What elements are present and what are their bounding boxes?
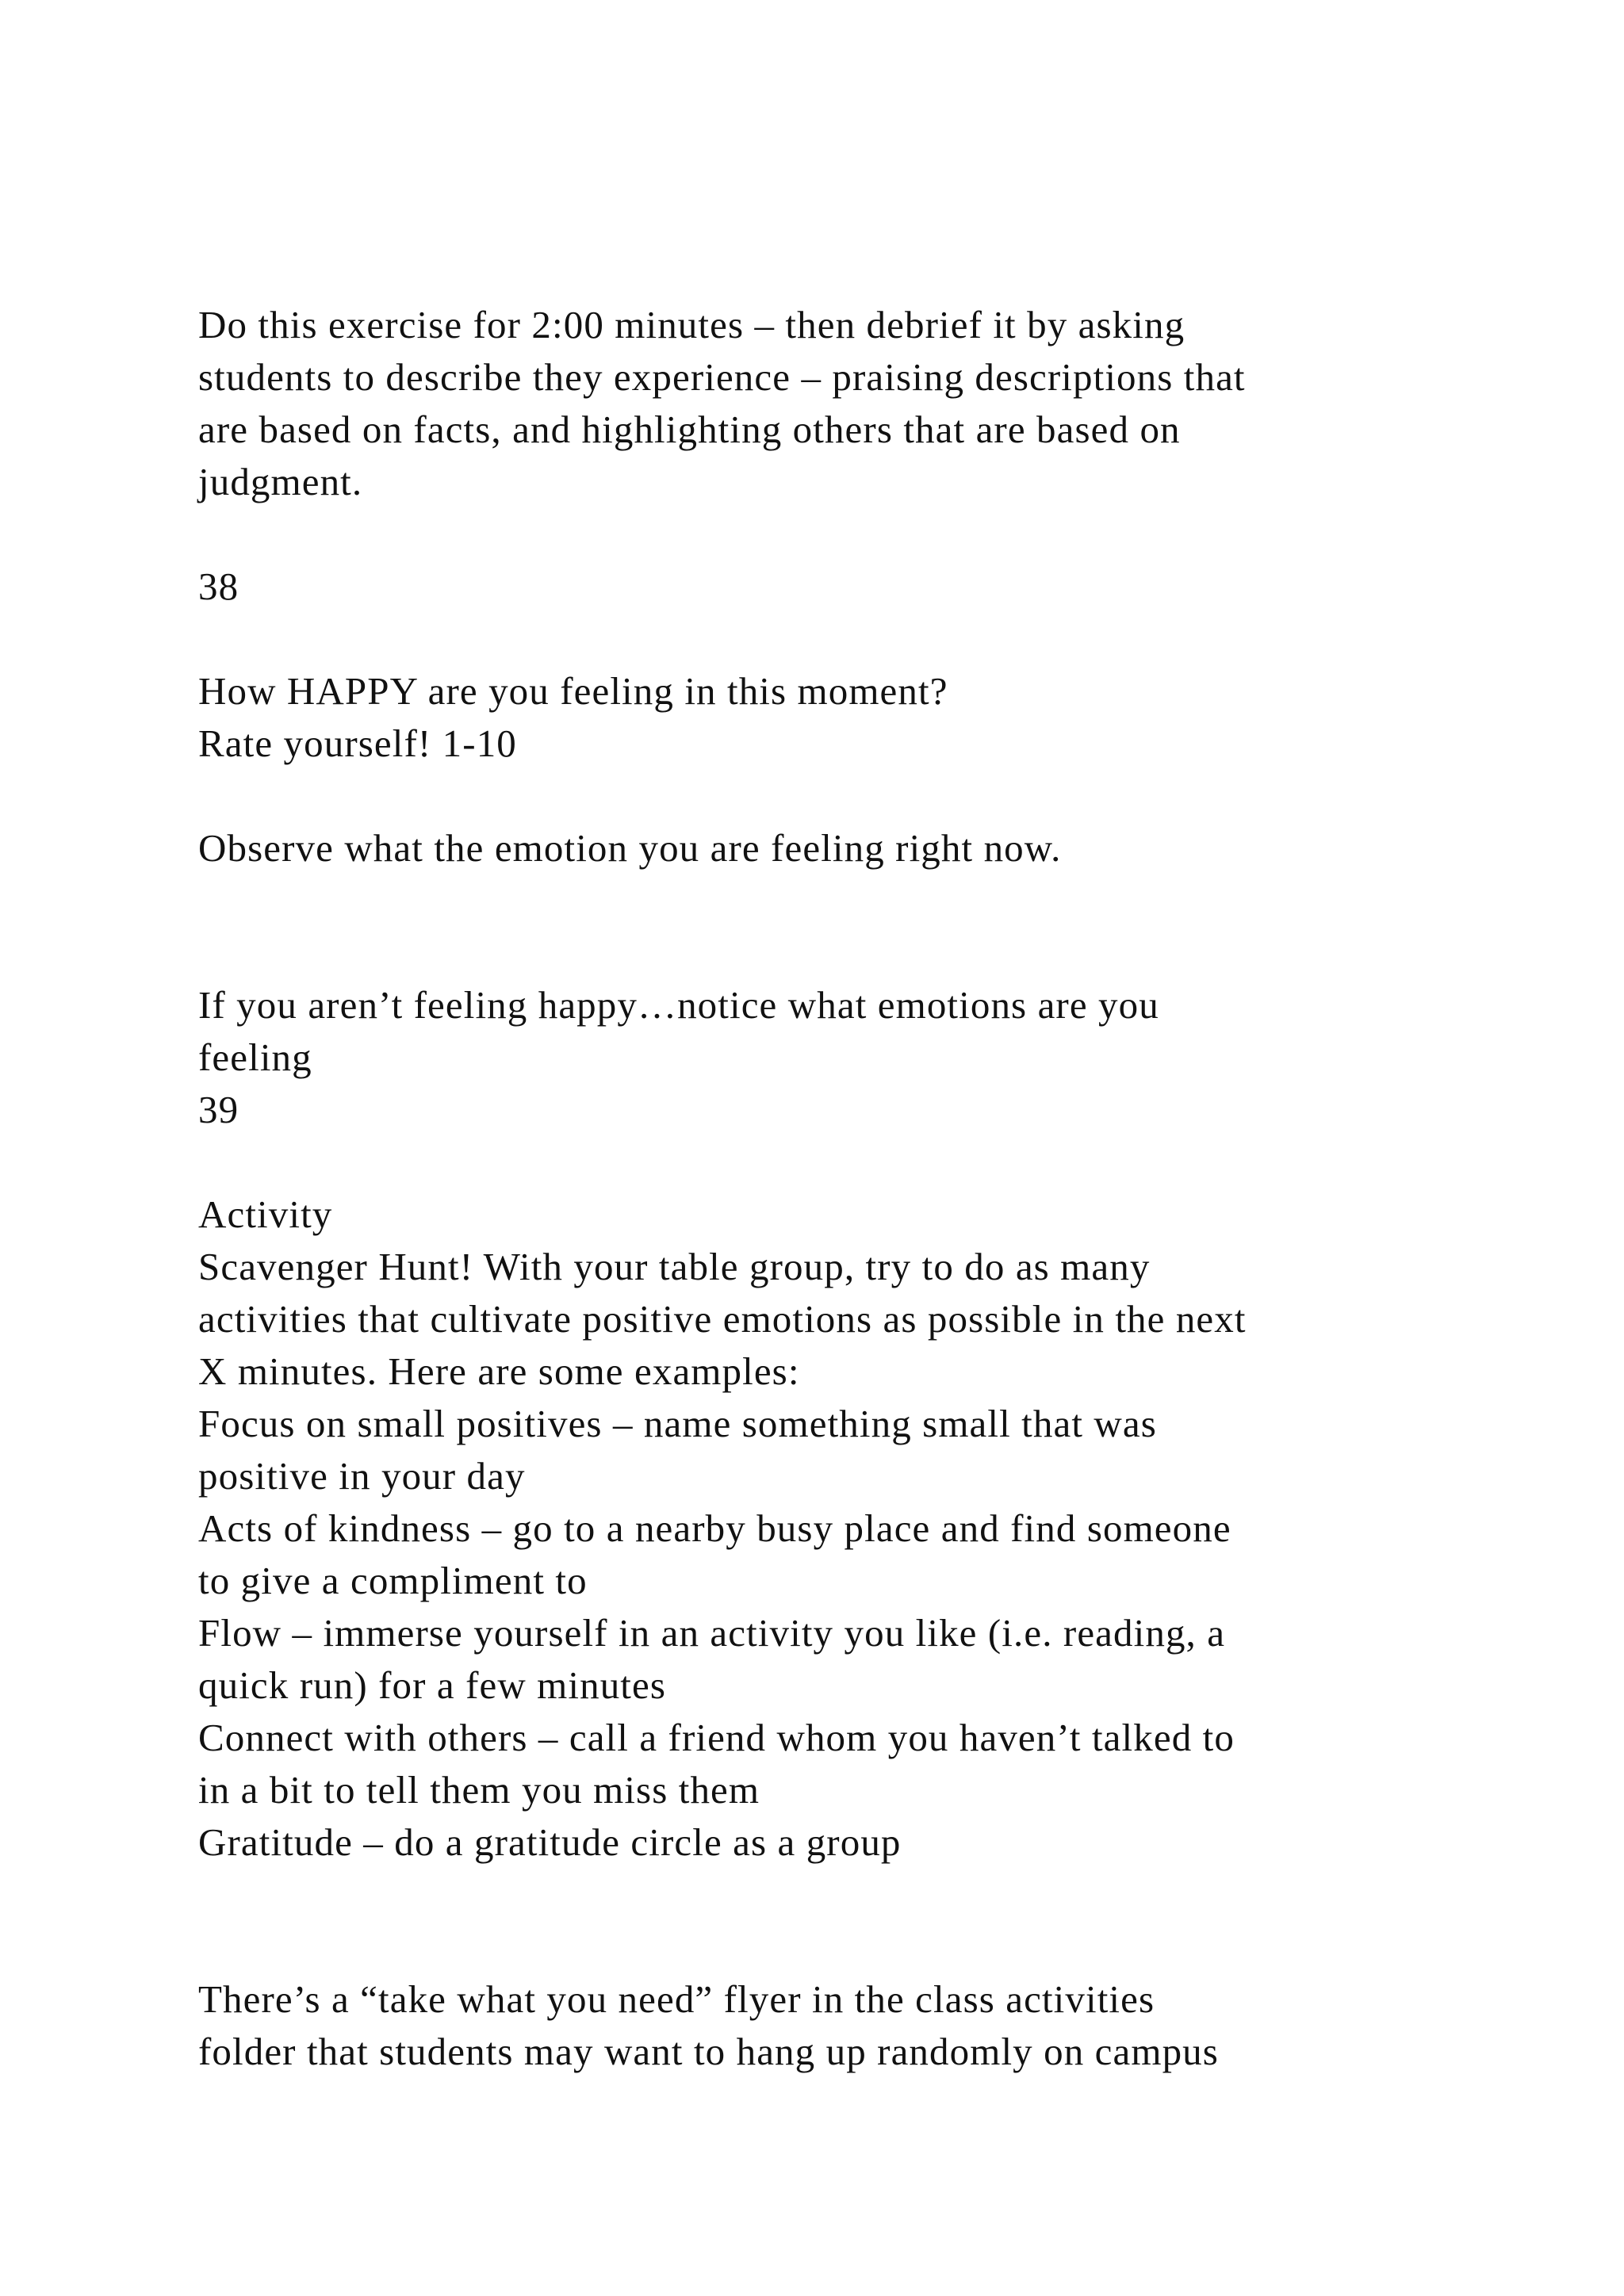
text-line: are based on facts, and highlighting others that are based on <box>198 408 1181 451</box>
slide-number: 38 <box>198 564 239 608</box>
text-line: Do this exercise for 2:00 minutes – then debrief it by asking <box>198 303 1185 346</box>
blank-line <box>198 1136 1499 1188</box>
text-line: Rate yourself! 1-10 <box>198 721 517 765</box>
section-heading: Activity <box>198 1192 333 1236</box>
blank-line <box>198 927 1499 979</box>
text-line: feeling <box>198 1035 312 1079</box>
slide-number: 39 <box>198 1088 239 1131</box>
text-line: Connect with others – call a friend whom you haven’t talked to <box>198 1716 1235 1759</box>
text-line: Focus on small positives – name something small that was <box>198 1402 1157 1445</box>
blank-line <box>198 770 1499 822</box>
text-line: There’s a “take what you need” flyer in the class activities <box>198 1977 1155 2021</box>
text-line: Scavenger Hunt! With your table group, try to do as many <box>198 1245 1151 1288</box>
blank-line <box>198 508 1499 561</box>
text-line: quick run) for a few minutes <box>198 1663 667 1707</box>
text-line: Flow – immerse yourself in an activity you like (i.e. reading, a <box>198 1611 1226 1655</box>
text-line: activities that cultivate positive emotions as possible in the next <box>198 1297 1247 1341</box>
document-body <box>198 299 1499 2078</box>
text-line: folder that students may want to hang up randomly on campus <box>198 2030 1219 2073</box>
blank-line <box>198 1869 1499 1921</box>
text-line: Gratitude – do a gratitude circle as a group <box>198 1820 902 1864</box>
text-line: in a bit to tell them you miss them <box>198 1768 760 1812</box>
text-line: X minutes. Here are some examples: <box>198 1349 800 1393</box>
text-line: to give a compliment to <box>198 1559 588 1602</box>
text-line: How HAPPY are you feeling in this moment? <box>198 669 948 713</box>
text-line: judgment. <box>198 460 363 503</box>
text-line: Acts of kindness – go to a nearby busy place and find someone <box>198 1506 1231 1550</box>
blank-line <box>198 1921 1499 1973</box>
blank-line <box>198 613 1499 665</box>
text-line: Observe what the emotion you are feeling right now. <box>198 826 1062 870</box>
text-line: positive in your day <box>198 1454 526 1498</box>
blank-line <box>198 874 1499 927</box>
text-line: students to describe they experience – praising descriptions that <box>198 355 1246 399</box>
text-line: If you aren’t feeling happy…notice what emotions are you <box>198 983 1159 1027</box>
